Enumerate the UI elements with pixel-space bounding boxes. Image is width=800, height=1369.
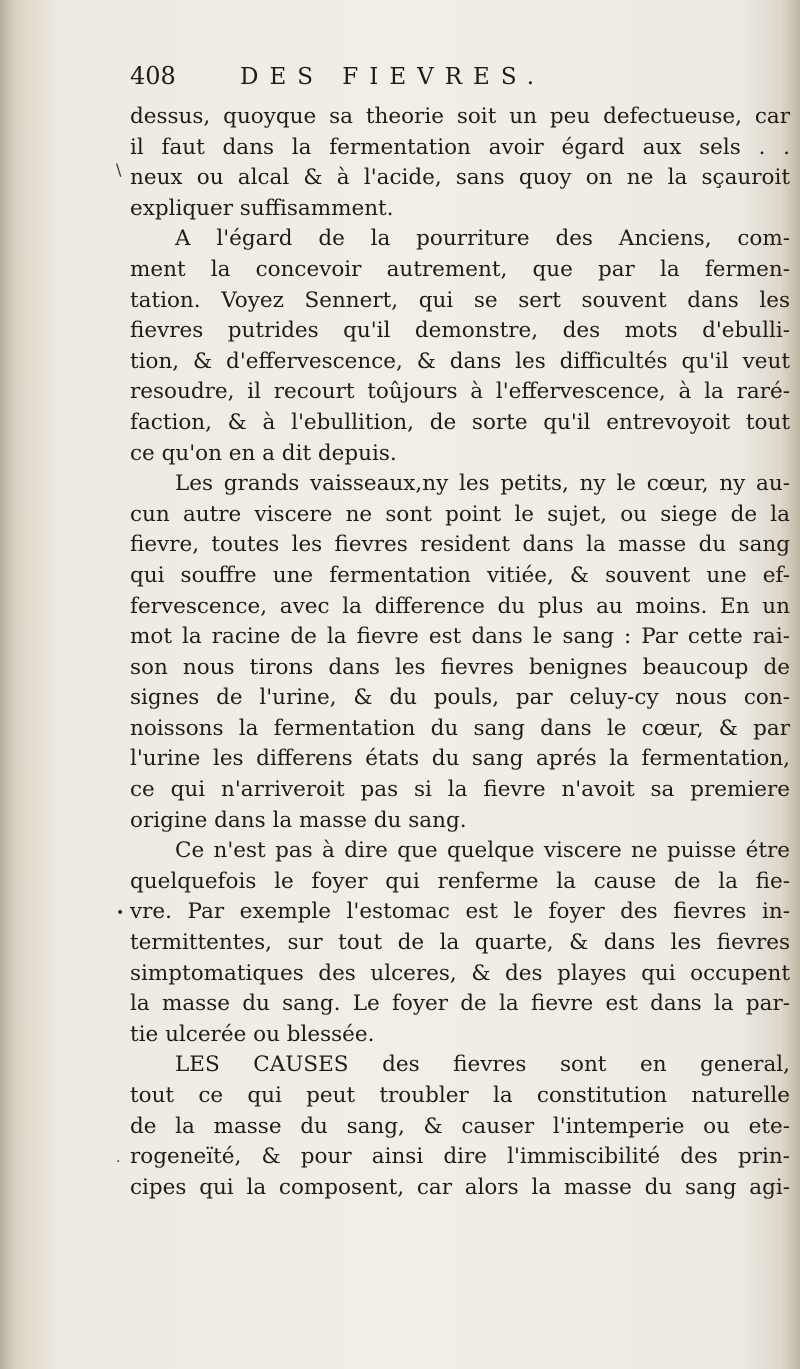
text-line: A l'égard de la pourriture des Anciens, com- (175, 226, 790, 252)
text-line: son nous tirons dans les fievres benignes beaucoup de (130, 654, 790, 680)
text-line: il faut dans la fermentation avoir égard aux sels . . (130, 134, 790, 160)
text-line: noissons la fermentation du sang dans le cœur, & par (130, 715, 790, 741)
text-line: faction, & à l'ebullition, de sorte qu'il entrevoyoit tout (130, 409, 790, 435)
text-line: Les grands vaisseaux,ny les petits, ny le cœur, ny au- (175, 471, 790, 497)
text-line: tout ce qui peut troubler la constitution naturelle (130, 1083, 790, 1108)
text-line: neux ou alcal & à l'acide, sans quoy on ne la sçauroit (130, 165, 790, 191)
text-line: la masse du sang. Le foyer de la fievre est dans la par- (130, 991, 790, 1017)
text-line: qui souffre une fermentation vitiée, & souvent une ef- (130, 562, 790, 588)
text-line: resoudre, il recourt toûjours à l'effervescence, à la raré- (130, 379, 790, 405)
text-line: fervescence, avec la difference du plus au moins. En un (130, 593, 790, 619)
text-line: l'urine les differens états du sang aprés la fermentation, (130, 746, 790, 772)
text-line: tion, & d'effervescence, & dans les difficultés qu'il veut (130, 348, 790, 374)
text-line: tation. Voyez Sennert, qui se sert souvent dans les (130, 287, 790, 313)
text-line: ce qu'on en a dit depuis. (130, 440, 397, 466)
page-gutter-left (0, 0, 14, 1369)
text-line: expliquer suffisamment. (130, 195, 394, 221)
text-line: dessus, quoyque sa theorie soit un peu defectueuse, car (130, 104, 790, 129)
text-line: cun autre viscere ne sont point le sujet, ou siege de la (130, 501, 790, 527)
text-line: de la masse du sang, & causer l'intemperie ou ete- (130, 1113, 790, 1139)
page-header (130, 62, 790, 102)
text-line: ce qui n'arriveroit pas si la fievre n'avoit sa premiere (130, 777, 790, 803)
text-line: fievre, toutes les fievres resident dans la masse du sang (130, 532, 790, 558)
text-line: quelquefois le foyer qui renferme la cause de la fie- (130, 868, 790, 894)
text-line: fievres putrides qu'il demonstre, des mots d'ebulli- (130, 318, 790, 344)
text-line: rogeneïté, & pour ainsi dire l'immiscibilité des prin- (130, 1144, 790, 1170)
margin-mark: • (116, 905, 125, 921)
page-text-block (130, 62, 790, 1203)
text-line: ment la concevoir autrement, que par la fermen- (130, 256, 790, 282)
margin-mark: . (116, 1150, 121, 1166)
text-line: origine dans la masse du sang. (130, 807, 467, 833)
text-line: cipes qui la composent, car alors la masse du sang agi- (130, 1174, 790, 1200)
text-line: vre. Par exemple l'estomac est le foyer des fievres in- (130, 899, 790, 925)
text-line: LES CAUSES des fievres sont en general, (175, 1052, 790, 1078)
text-line: signes de l'urine, & du pouls, par celuy-cy nous con- (130, 685, 790, 711)
page-number: 408 (130, 62, 176, 90)
text-line: simptomatiques des ulceres, & des playes qui occupent (130, 960, 790, 986)
margin-mark: \ (116, 160, 122, 179)
text-line: Ce n'est pas à dire que quelque viscere ne puisse étre (175, 838, 790, 864)
running-title: DES FIEVRES. (240, 64, 546, 90)
text-line: termittentes, sur tout de la quarte, & dans les fievres (130, 930, 790, 956)
text-line: mot la racine de la fievre est dans le sang : Par cette rai- (130, 624, 790, 650)
text-line: tie ulcerée ou blessée. (130, 1021, 375, 1047)
body-text (130, 102, 790, 1203)
